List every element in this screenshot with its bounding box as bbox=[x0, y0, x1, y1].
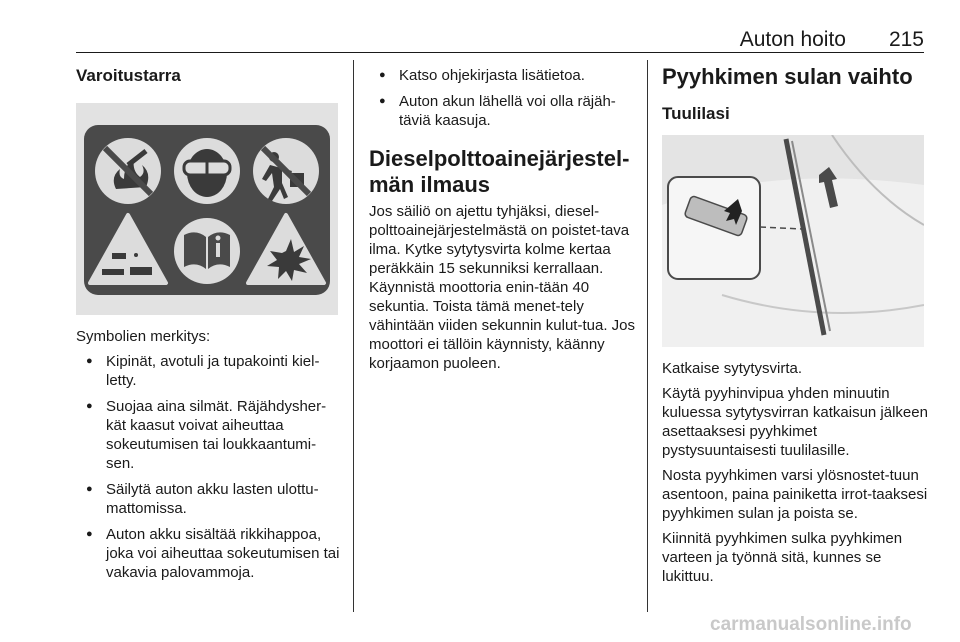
battery-notes-list bbox=[369, 66, 637, 130]
section-title: Auton hoito bbox=[739, 28, 846, 51]
warning-label-heading: Varoitustarra bbox=[76, 66, 181, 85]
page-header bbox=[76, 22, 924, 53]
symbols-label: Symbolien merkitys: bbox=[76, 328, 211, 345]
instruction-paragraph: Katkaise sytytysvirta. bbox=[662, 360, 803, 377]
instruction-paragraph: Nosta pyyhkimen varsi ylösnostet-tuun asentoon, paina painiketta irrot-taaksesi pyyhkimen sulan ja poista se. bbox=[662, 467, 928, 522]
list-item: ● Auton akku sisältää rikkihappoa, joka voi aiheuttaa sokeutumisen tai vakavia palovammoja. bbox=[76, 525, 344, 582]
list-item: ● Säilytä auton akku lasten ulottu-mattomissa. bbox=[76, 480, 344, 518]
column-divider bbox=[353, 60, 354, 612]
wiper-figure bbox=[662, 135, 924, 347]
column-divider bbox=[647, 60, 648, 612]
column-left bbox=[76, 60, 344, 589]
keep-children-away-icon bbox=[253, 138, 319, 204]
page-number: 215 bbox=[888, 28, 924, 51]
eye-protection-icon bbox=[174, 138, 240, 204]
windscreen-subheading: Tuulilasi bbox=[662, 104, 730, 123]
wiper-instructions bbox=[662, 359, 930, 586]
diesel-heading bbox=[369, 146, 637, 198]
column-middle bbox=[369, 60, 637, 373]
symbols-list bbox=[76, 352, 344, 582]
wiper-heading: Pyyhkimen sulan vaihto bbox=[662, 64, 913, 89]
column-right bbox=[662, 60, 930, 586]
list-item: ● Katso ohjekirjasta lisätietoa. bbox=[369, 66, 637, 85]
list-item: ● Auton akun lähellä voi olla räjäh-täviä kaasuja. bbox=[369, 92, 637, 130]
watermark: carmanualsonline.info bbox=[710, 614, 912, 635]
warning-label-figure bbox=[76, 103, 338, 315]
instruction-paragraph: Kiinnitä pyyhkimen sulka pyyhkimen varteen ja työnnä sitä, kunnes se lukittuu. bbox=[662, 530, 903, 585]
no-fire-icon bbox=[95, 138, 161, 204]
diesel-heading-line-2: män ilmaus bbox=[369, 172, 491, 197]
list-item: ● Kipinät, avotuli ja tupakointi kiel-letty. bbox=[76, 352, 344, 390]
instruction-paragraph: Käytä pyyhinvipua yhden minuutin kuluessa sytytysvirran katkaisun jälkeen asettaaksesi pyyhkimet pystysuuntaisesti tuulilasille. bbox=[662, 385, 928, 459]
warning-label-illustration bbox=[76, 103, 338, 315]
read-manual-icon bbox=[174, 218, 240, 284]
list-item: ● Suojaa aina silmät. Räjähdysher-kät kaasut voivat aiheuttaa sokeutumisen tai loukkaantumi-sen. bbox=[76, 397, 344, 473]
diesel-body: Jos säiliö on ajettu tyhjäksi, diesel-polttoainejärjestelmästä on poistet-tava ilma. Kytke sytytysvirta kolme kertaa peräkkäin 15 sekunniksi kerrallaan. Käynnistä moottoria enin-tään 40 sekuntia. Toista tämä menet-tely vähintään viiden sekunnin kulut-tua. Jos moottori ei tällöin käynnisty, käänny korjaamon puoleen. bbox=[369, 203, 636, 372]
wiper-blade-icon bbox=[662, 135, 924, 347]
diesel-heading-line-1: Dieselpolttoainejärjestel- bbox=[369, 146, 630, 171]
